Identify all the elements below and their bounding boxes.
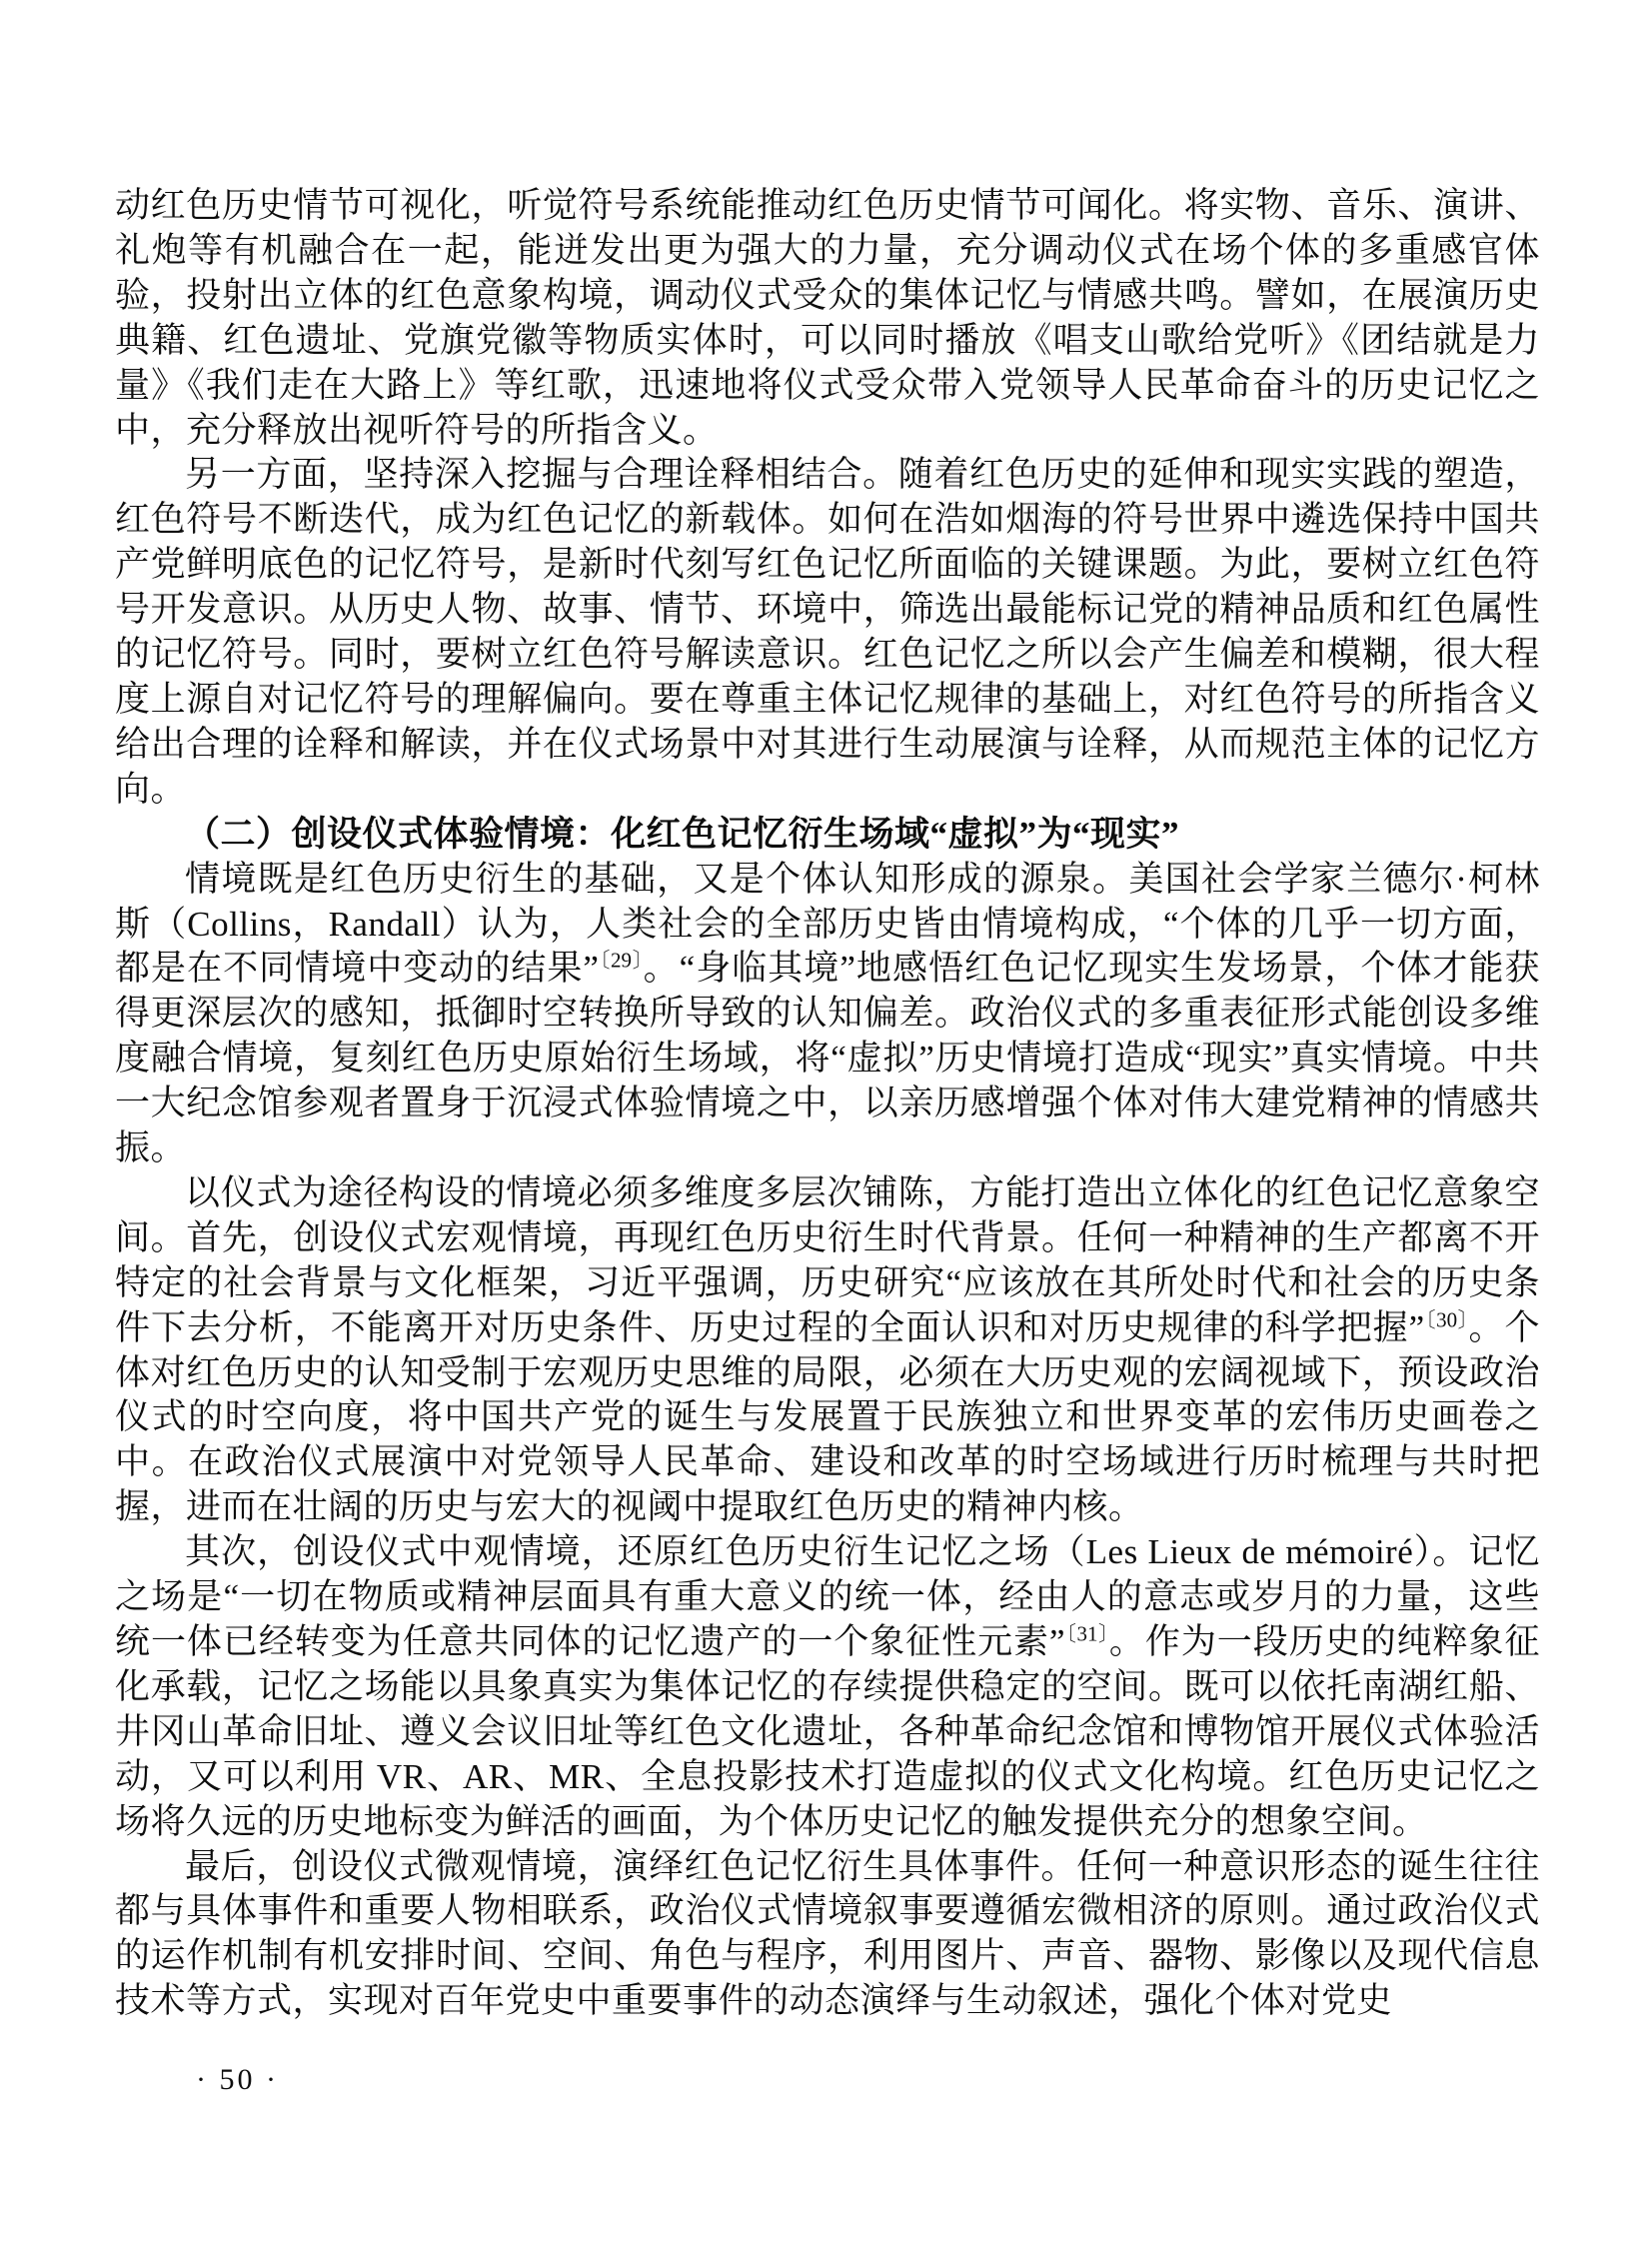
paragraph	[115, 1171, 1540, 1530]
paragraph-text: 。作为一段历史的纯粹象征化承载，记忆之场能以具象真实为集体记忆的存续提供稳定的空间。既可以依托南湖红船、井冈山革命旧址、遵义会议旧址等红色文化遗址，各种革命纪念馆和博物馆开展仪式体验活动，又可以利用 VR、AR、MR、全息投影技术打造虚拟的仪式文化构境。红色历史记忆之场将久远的历史地标变为鲜活的画面，为个体历史记忆的触发提供充分的想象空间。	[115, 1622, 1540, 1841]
paragraph-text: 动红色历史情节可视化，听觉符号系统能推动红色历史情节可闻化。将实物、音乐、演讲、礼炮等有机融合在一起，能迸发出更为强大的力量，充分调动仪式在场个体的多重感官体验，投射出立体的红色意象构境，调动仪式受众的集体记忆与情感共鸣。譬如，在展演历史典籍、红色遗址、党旗党徽等物质实体时，可以同时播放《唱支山歌给党听》《团结就是力量》《我们走在大路上》等红歌，迅速地将仪式受众带入党领导人民革命奋斗的历史记忆之中，充分释放出视听符号的所指含义。	[115, 186, 1540, 450]
paragraph-text: 另一方面，坚持深入挖掘与合理诠释相结合。随着红色历史的延伸和现实实践的塑造，红色符号不断迭代，成为红色记忆的新载体。如何在浩如烟海的符号世界中遴选保持中国共产党鲜明底色的记忆符号，是新时代刻写红色记忆所面临的关键课题。为此，要树立红色符号开发意识。从历史人物、故事、情节、环境中，筛选出最能标记党的精神品质和红色属性的记忆符号。同时，要树立红色符号解读意识。红色记忆之所以会产生偏差和模糊，很大程度上源自对记忆符号的理解偏向。要在尊重主体记忆规律的基础上，对红色符号的所指含义给出合理的诠释和解读，并在仪式场景中对其进行生动展演与诠释，从而规范主体的记忆方向。	[115, 455, 1540, 809]
paragraph	[115, 1530, 1540, 1844]
citation-superscript: 〔30〕	[1424, 1307, 1469, 1331]
paragraph-text: 。“身临其境”地感悟红色记忆现实生发场景，个体才能获得更深层次的感知，抵御时空转换所导致的认知偏差。政治仪式的多重表征形式能创设多维度融合情境，复刻红色历史原始衍生场域，将“虚拟”历史情境打造成“现实”真实情境。中共一大纪念馆参观者置身于沉浸式体验情境之中，以亲历感增强个体对伟大建党精神的情感共振。	[115, 949, 1540, 1168]
citation-superscript: 〔31〕	[1065, 1621, 1109, 1646]
paragraph-text: 最后，创设仪式微观情境，演绎红色记忆衍生具体事件。任何一种意识形态的诞生往往都与具体事件和重要人物相联系，政治仪式情境叙事要遵循宏微相济的原则。通过政治仪式的运作机制有机安排时间、空间、角色与程序，利用图片、声音、器物、影像以及现代信息技术等方式，实现对百年党史中重要事件的动态演绎与生动叙述，强化个体对党史	[115, 1846, 1540, 2021]
paragraph	[115, 184, 1540, 453]
section-heading	[115, 813, 1540, 858]
paragraph-text: 。个体对红色历史的认知受制于宏观历史思维的局限，必须在大历史观的宏阔视域下，预设政治仪式的时空向度，将中国共产党的诞生与发展置于民族独立和世界变革的宏伟历史画卷之中。在政治仪式展演中对党领导人民革命、建设和改革的时空场域进行历时梳理与共时把握，进而在壮阔的历史与宏大的视阈中提取红色历史的精神内核。	[115, 1307, 1540, 1527]
paragraph-text: （二）创设仪式体验情境：化红色记忆衍生场域“虚拟”为“现实”	[185, 814, 1180, 854]
paragraph-text: 情境既是红色历史衍生的基础，又是个体认知形成的源泉。美国社会学家兰德尔·柯林斯（Collins，Randall）认为，人类社会的全部历史皆由情境构成，“个体的几乎一切方面，都是在不同情境中变动的结果”	[115, 859, 1540, 989]
paragraph-text: 以仪式为途径构设的情境必须多维度多层次铺陈，方能打造出立体化的红色记忆意象空间。首先，创设仪式宏观情境，再现红色历史衍生时代背景。任何一种精神的生产都离不开特定的社会背景与文化框架，习近平强调，历史研究“应该放在其所处时代和社会的历史条件下去分析，不能离开对历史条件、历史过程的全面认识和对历史规律的科学把握”	[115, 1172, 1540, 1347]
page-number: · 50 ·	[196, 2063, 279, 2096]
paragraph-text: 其次，创设仪式中观情境，还原红色历史衍生记忆之场（Les Lieux de mémoiré）。记忆之场是“一切在物质或精神层面具有重大意义的统一体，经由人的意志或岁月的力量，这些统一体已经转变为任意共同体的记忆遗产的一个象征性元素”	[115, 1532, 1540, 1661]
citation-superscript: 〔29〕	[599, 948, 644, 973]
paragraph	[115, 453, 1540, 812]
article-text	[115, 184, 1540, 2024]
paragraph	[115, 858, 1540, 1171]
paragraph	[115, 1845, 1540, 2025]
